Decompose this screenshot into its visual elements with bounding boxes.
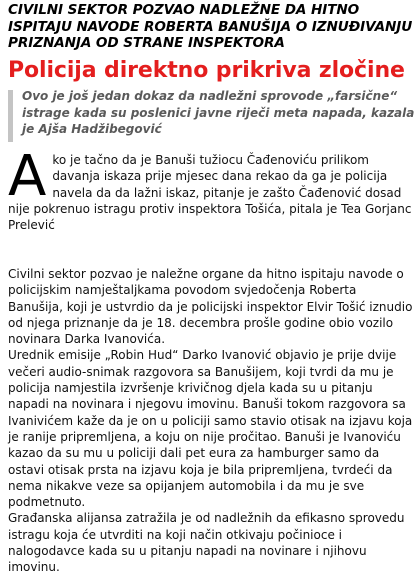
paragraph-2: Civilni sektor pozvao je naležne organe da hitno ispitaju navode o policijskim namještaljkama povodom svjedočenja Roberta Banušija, koji je ustvrdio da je policijski inspektor Elvir Tošić iznudio od njega priznanje da je 18. decembra prošle godine obio vozilo novinara Darka Ivanovića. bbox=[8, 267, 413, 347]
lead-paragraph: Ovo je još jedan dokaz da nadležni sprovode „farsične“ istrage kada su poslenici javne riječi meta napada, kazala je Ajša Hadžibegović bbox=[22, 89, 415, 136]
lead-bar bbox=[8, 90, 13, 142]
supertitle: CIVILNI SEKTOR POZVAO NADLEŽNE DA HITNO ISPITAJU NAVODE ROBERTA BANUŠIJA O IZNUĐIVANJU PRIZNANJA OD STRANE INSPEKTORA bbox=[8, 2, 413, 51]
drop-cap: A bbox=[8, 144, 47, 209]
paragraph-1 bbox=[8, 144, 415, 266]
article-body bbox=[8, 144, 415, 576]
headline: Policija direktno prikriva zločine bbox=[8, 58, 405, 83]
paragraph-3: Urednik emisije „Robin Hud“ Darko Ivanović objavio je prije dvije večeri audio-snimak razgovora sa Banušijem, koji tvrdi da mu je policija namjestila izvršenje krivičnog djela kada su u pitanju napadi na novinara i njegovu imovinu. Banuši tokom razgovora sa Ivanivićem kaže da je on u policiji samo stavio otisak na izjavu koja je ranije pripremljena, a koju on nije pročitao. Banuši je Ivanoviću kazao da su mu u policiji dali pet eura za hamburger samo da ostavi otisak prsta na izjavu koja je bila pripremljena, tvrdeći da nema nikakve veze sa opijanjem automobila i da mu je sve podmetnuto. bbox=[8, 348, 413, 510]
paragraph-4: Građanska alijansa zatražila je od nadležnih da efikasno sprovedu istragu koja će utvrditi na koji način otkivaju počinioce i nalogodavce kada su u pitanju napadi na novinare i njihovu imovinu. bbox=[8, 511, 405, 575]
paragraph-1-text: ko je tačno da je Banuši tužiocu Čađenoviću prilikom davanja iskaza prije mjesec dana rekao da ga je policija navela da da lažni iskaz, pitanje je zašto Čađenović dosad nije pokrenuo istragu protiv inspektora Tošića, pitala je Tea Gorjanc Prelević bbox=[8, 153, 412, 233]
